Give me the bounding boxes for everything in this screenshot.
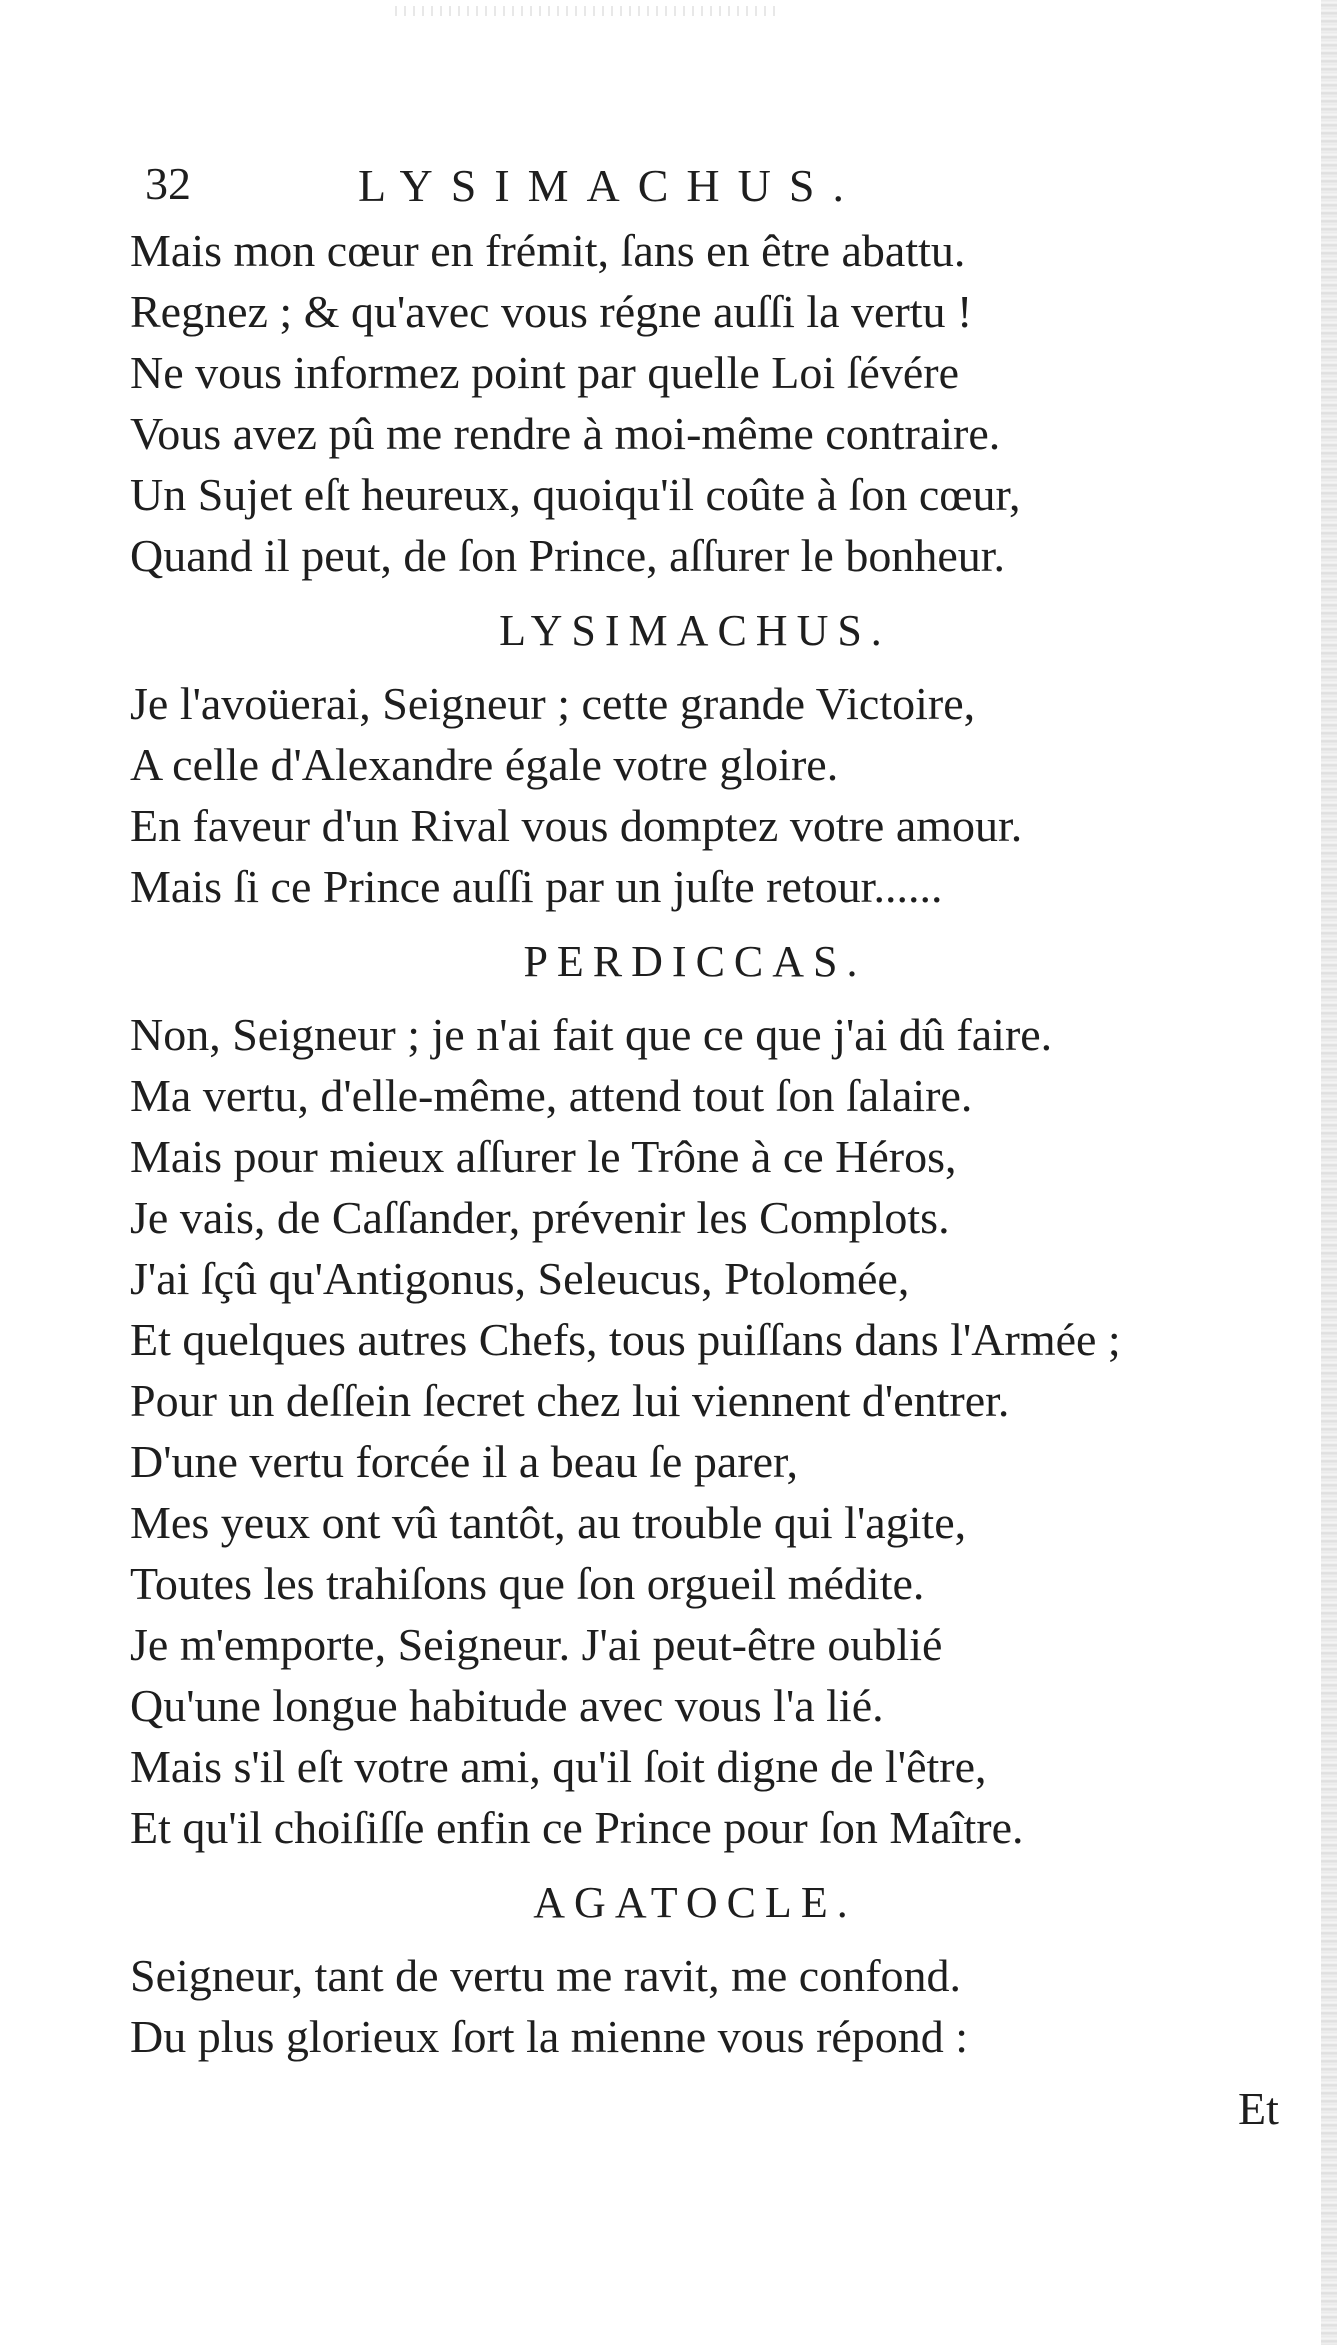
verse-line: Pour un deſſein ſecret chez lui viennent d'entrer. bbox=[130, 1375, 1010, 1426]
verse-line: D'une vertu forcée il a beau ſe parer, bbox=[130, 1436, 798, 1487]
running-title: LYSIMACHUS. bbox=[358, 160, 862, 211]
verse-line: En faveur d'un Rival vous domptez votre amour. bbox=[130, 800, 1023, 851]
page-header bbox=[145, 155, 1005, 215]
verse-line: Mais ſi ce Prince auſſi par un juſte retour...... bbox=[130, 861, 943, 912]
verse-line: Quand il peut, de ſon Prince, aſſurer le bonheur. bbox=[130, 530, 1006, 581]
catchword: Et bbox=[1238, 2083, 1279, 2134]
verse-line: Mes yeux ont vû tantôt, au trouble qui l'agite, bbox=[130, 1497, 967, 1548]
verse-line: Toutes les trahiſons que ſon orgueil médite. bbox=[130, 1558, 925, 1609]
speaker-name: LYSIMACHUS. bbox=[499, 606, 891, 655]
verse-line: Ma vertu, d'elle-même, attend tout ſon ſalaire. bbox=[130, 1070, 973, 1121]
verse-line: Mais s'il eſt votre ami, qu'il ſoit digne de l'être, bbox=[130, 1741, 987, 1792]
play-text bbox=[130, 220, 1220, 2067]
verse-line: Seigneur, tant de vertu me ravit, me confond. bbox=[130, 1950, 962, 2001]
verse-line: Je l'avoüerai, Seigneur ; cette grande Victoire, bbox=[130, 678, 976, 729]
verse-line: A celle d'Alexandre égale votre gloire. bbox=[130, 739, 839, 790]
verse-line: Je vais, de Caſſander, prévenir les Complots. bbox=[130, 1192, 950, 1243]
verse-line: Vous avez pû me rendre à moi-même contraire. bbox=[130, 408, 1001, 459]
verse-line: Regnez ; & qu'avec vous régne auſſi la vertu ! bbox=[130, 286, 973, 337]
verse-line: Ne vous informez point par quelle Loi ſévére bbox=[130, 347, 959, 398]
verse-line: Qu'une longue habitude avec vous l'a lié. bbox=[130, 1680, 884, 1731]
verse-line: Et quelques autres Chefs, tous puiſſans dans l'Armée ; bbox=[130, 1314, 1121, 1365]
page-edge bbox=[1321, 0, 1337, 2345]
verse-line: Non, Seigneur ; je n'ai fait que ce que j'ai dû faire. bbox=[130, 1009, 1053, 1060]
verse-line: Je m'emporte, Seigneur. J'ai peut-être oublié bbox=[130, 1619, 943, 1670]
verse-line: Mais pour mieux aſſurer le Trône à ce Héros, bbox=[130, 1131, 957, 1182]
verse-line: J'ai ſçû qu'Antigonus, Seleucus, Ptolomée, bbox=[130, 1253, 910, 1304]
verse-line: Un Sujet eſt heureux, quoiqu'il coûte à ſon cœur, bbox=[130, 469, 1021, 520]
speaker-name: AGATOCLE. bbox=[533, 1878, 857, 1927]
verse-line: Et qu'il choiſiſſe enfin ce Prince pour ſon Maître. bbox=[130, 1802, 1024, 1853]
verse-line: Du plus glorieux ſort la mienne vous répond : bbox=[130, 2011, 969, 2062]
paper-speckle bbox=[395, 6, 775, 16]
speaker-name: PERDICCAS. bbox=[523, 937, 867, 986]
page-number: 32 bbox=[145, 158, 191, 209]
verse-line: Mais mon cœur en frémit, ſans en être abattu. bbox=[130, 225, 966, 276]
